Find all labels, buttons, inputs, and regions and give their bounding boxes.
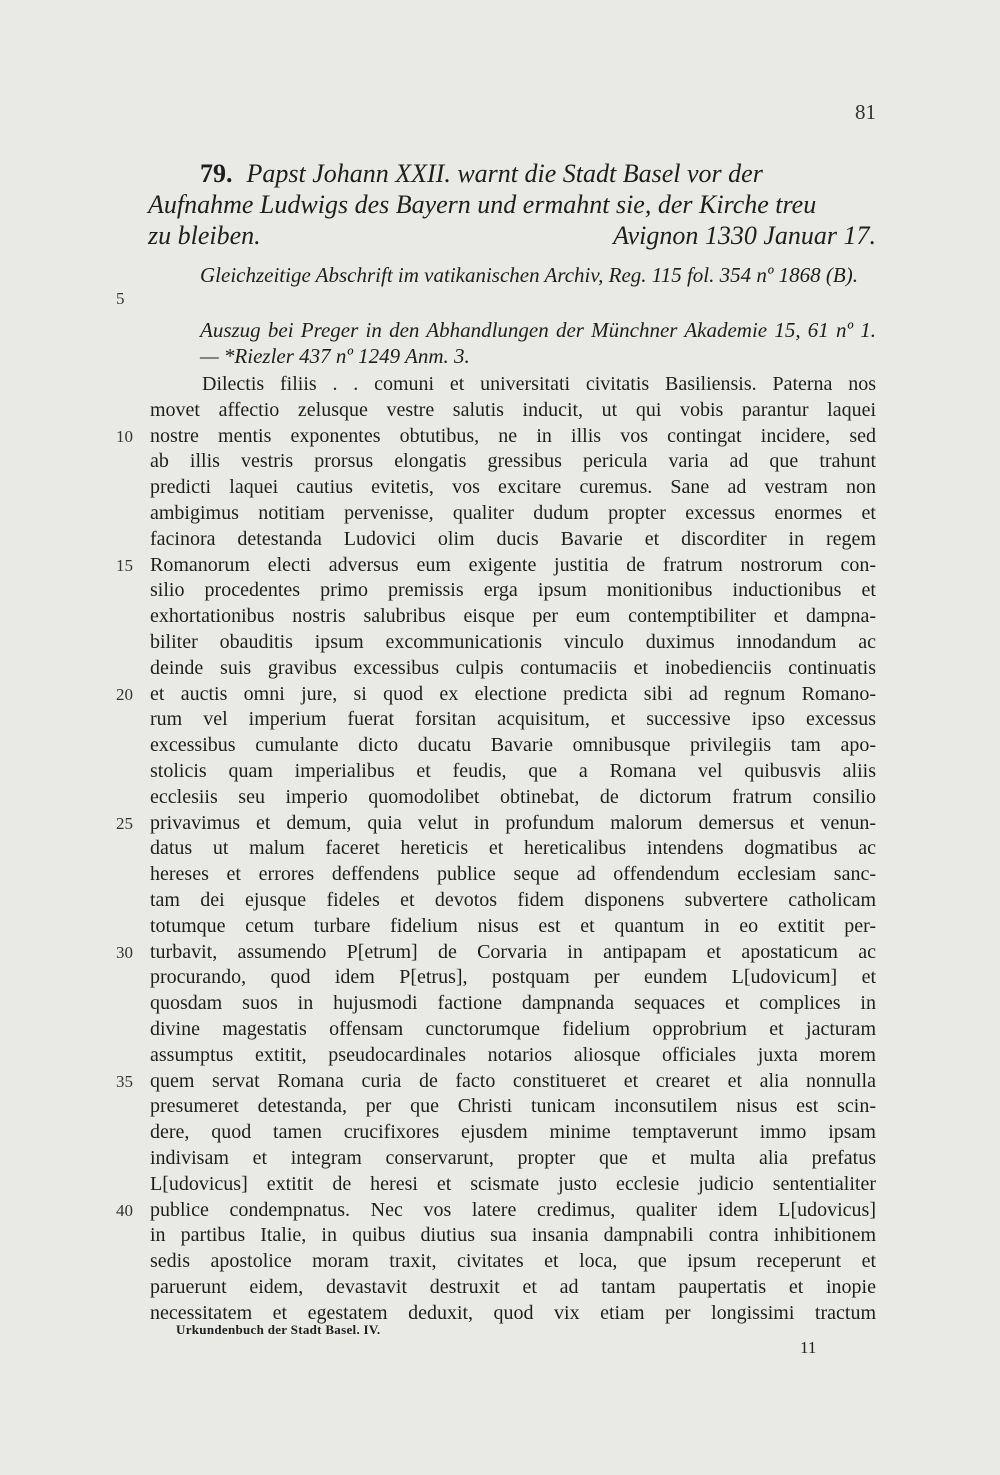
heading-line-1 (148, 158, 876, 189)
text-line: publice condempnatus. Nec vos latere credimus, qualiter idem L[udovicus] (150, 1198, 876, 1221)
document-number: 79. (200, 159, 233, 188)
text-line: necessitatem et egestatem deduxit, quod vix etiam per longissimi tractum (150, 1301, 876, 1324)
margin-line-number: 10 (116, 426, 133, 446)
page-number: 81 (855, 100, 876, 124)
margin-line-number: 40 (116, 1200, 133, 1220)
sheet-signature: 11 (800, 1338, 817, 1357)
text-line: ambigimus notitiam pervenisse, qualiter dudum propter excessus enormes et (150, 501, 876, 524)
text-line: nostre mentis exponentes obtutibus, ne in illis vos contingat incidere, sed (150, 424, 876, 447)
text-line: datus ut malum faceret hereticis et hereticalibus intendens dogmatibus ac (150, 837, 876, 860)
text-line: predicti laquei cautius evitetis, vos excitare curemus. Sane ad vestram non (150, 476, 876, 499)
text-line: rum vel imperium fuerat forsitan acquisitum, et successive ipso excessus (150, 708, 876, 731)
text-line: totumque cetum turbare fidelium nisus est et quantum in eo extitit per- (150, 914, 876, 937)
text-line: movet affectio zelusque vestre salutis inducit, ut qui vobis parantur laquei (150, 398, 876, 421)
text-line: quosdam suos in hujusmodi factione dampnanda sequaces et complices in (150, 992, 876, 1015)
text-line: turbavit, assumendo P[etrum] de Corvaria in antipapam et apostaticum ac (150, 940, 876, 963)
margin-line-number: 20 (116, 684, 133, 704)
text-line: hereses et errores deffendens publice seque ad offendendum ecclesiam sanc- (150, 863, 876, 886)
place-date: Avignon 1330 Januar 17. (613, 221, 876, 250)
edition-note: Auszug bei Preger in den Abhandlungen der Münchner Akademie 15, 61 nº 1. — *Riezler 437 nº 1249 Anm. 3. (200, 318, 876, 368)
text-line: exhortationibus nostris salubribus eisque per eum contemptibiliter et dampna- (150, 605, 876, 628)
text-line: paruerunt eidem, devastavit destruxit et ad tantam paupertatis et inopie (150, 1275, 876, 1298)
text-line: sedis apostolice moram traxit, civitates et loca, que ipsum receperunt et (150, 1250, 876, 1273)
margin-line-number: 15 (116, 555, 133, 575)
text-line: ecclesiis seu imperio quomodolibet obtinebat, de dictorum fratrum consilio (150, 785, 876, 808)
text-line: stolicis quam imperialibus et feudis, que a Romana vel quibusvis aliis (150, 759, 876, 782)
text-line: quem servat Romana curia de facto constitueret et crearet et alia nonnulla (150, 1069, 876, 1092)
text-line: in partibus Italie, in quibus diutius sua insania dampnabili contra inhibitionem (150, 1224, 876, 1247)
heading-title-1: Papst Johann XXII. warnt die Stadt Basel vor der (246, 159, 763, 188)
text-line: excessibus cumulante dicto ducatu Bavarie omnibusque privilegiis tam apo- (150, 734, 876, 757)
text-line: deinde suis gravibus excessibus culpis contumaciis et inobedienciis continuatis (150, 656, 876, 679)
text-line: tam dei ejusque fideles et devotos fidem disponens subvertere catholicam (150, 888, 876, 911)
text-line: assumptus extitit, pseudocardinales notarios aliosque officiales juxta morem (150, 1043, 876, 1066)
heading-title-3: zu bleiben. (148, 221, 261, 250)
heading-line-3 (148, 220, 876, 251)
text-line: procurando, quod idem P[etrus], postquam per eundem L[udovicum] et (150, 966, 876, 989)
text-line: presumeret detestanda, per que Christi tunicam inconsutilem nisus est scin- (150, 1095, 876, 1118)
margin-line-number: 25 (116, 813, 133, 833)
margin-line-number: 30 (116, 942, 133, 962)
text-line: L[udovicus] extitit de heresi et scismate justo ecclesie judicio sententialiter (150, 1172, 876, 1195)
document-heading (148, 158, 876, 251)
text-line: dere, quod tamen crucifixores ejusdem minime temptaverunt immo ipsam (150, 1121, 876, 1144)
text-line: privavimus et demum, quia velut in profundum malorum demersus et venun- (150, 811, 876, 834)
document-text (150, 372, 876, 1326)
text-line: Dilectis filiis . . comuni et universitati civitatis Basiliensis. Paterna nos (202, 373, 876, 395)
text-line: Romanorum electi adversus eum exigente justitia de fratrum nostrorum con- (150, 553, 876, 576)
margin-line-number: 5 (116, 289, 125, 308)
heading-line-2: Aufnahme Ludwigs des Bayern und ermahnt sie, der Kirche treu (148, 190, 817, 219)
text-line: divine magestatis offensam cunctorumque fidelium opprobrium et jacturam (150, 1017, 876, 1040)
source-note: Gleichzeitige Abschrift im vatikanischen Archiv, Reg. 115 fol. 354 nº 1868 (B). (200, 263, 858, 287)
margin-line-number: 35 (116, 1071, 133, 1091)
text-line: biliter obauditis ipsum excommunicationis vinculo duximus innodandum ac (150, 630, 876, 653)
text-line: silio procedentes primo premissis erga ipsum monitionibus inductionibus et (150, 579, 876, 602)
text-line: facinora detestanda Ludovici olim ducis Bavarie et discorditer in regem (150, 527, 876, 550)
text-line: ab illis vestris prorsus elongatis gressibus pericula varia ad que trahunt (150, 450, 876, 473)
text-line: et auctis omni jure, si quod ex electione predicta sibi ad regnum Romano- (150, 682, 876, 705)
text-line: indivisam et integram conservarunt, propter que et multa alia prefatus (150, 1146, 876, 1169)
book-title: Urkundenbuch der Stadt Basel. IV. (176, 1322, 381, 1337)
